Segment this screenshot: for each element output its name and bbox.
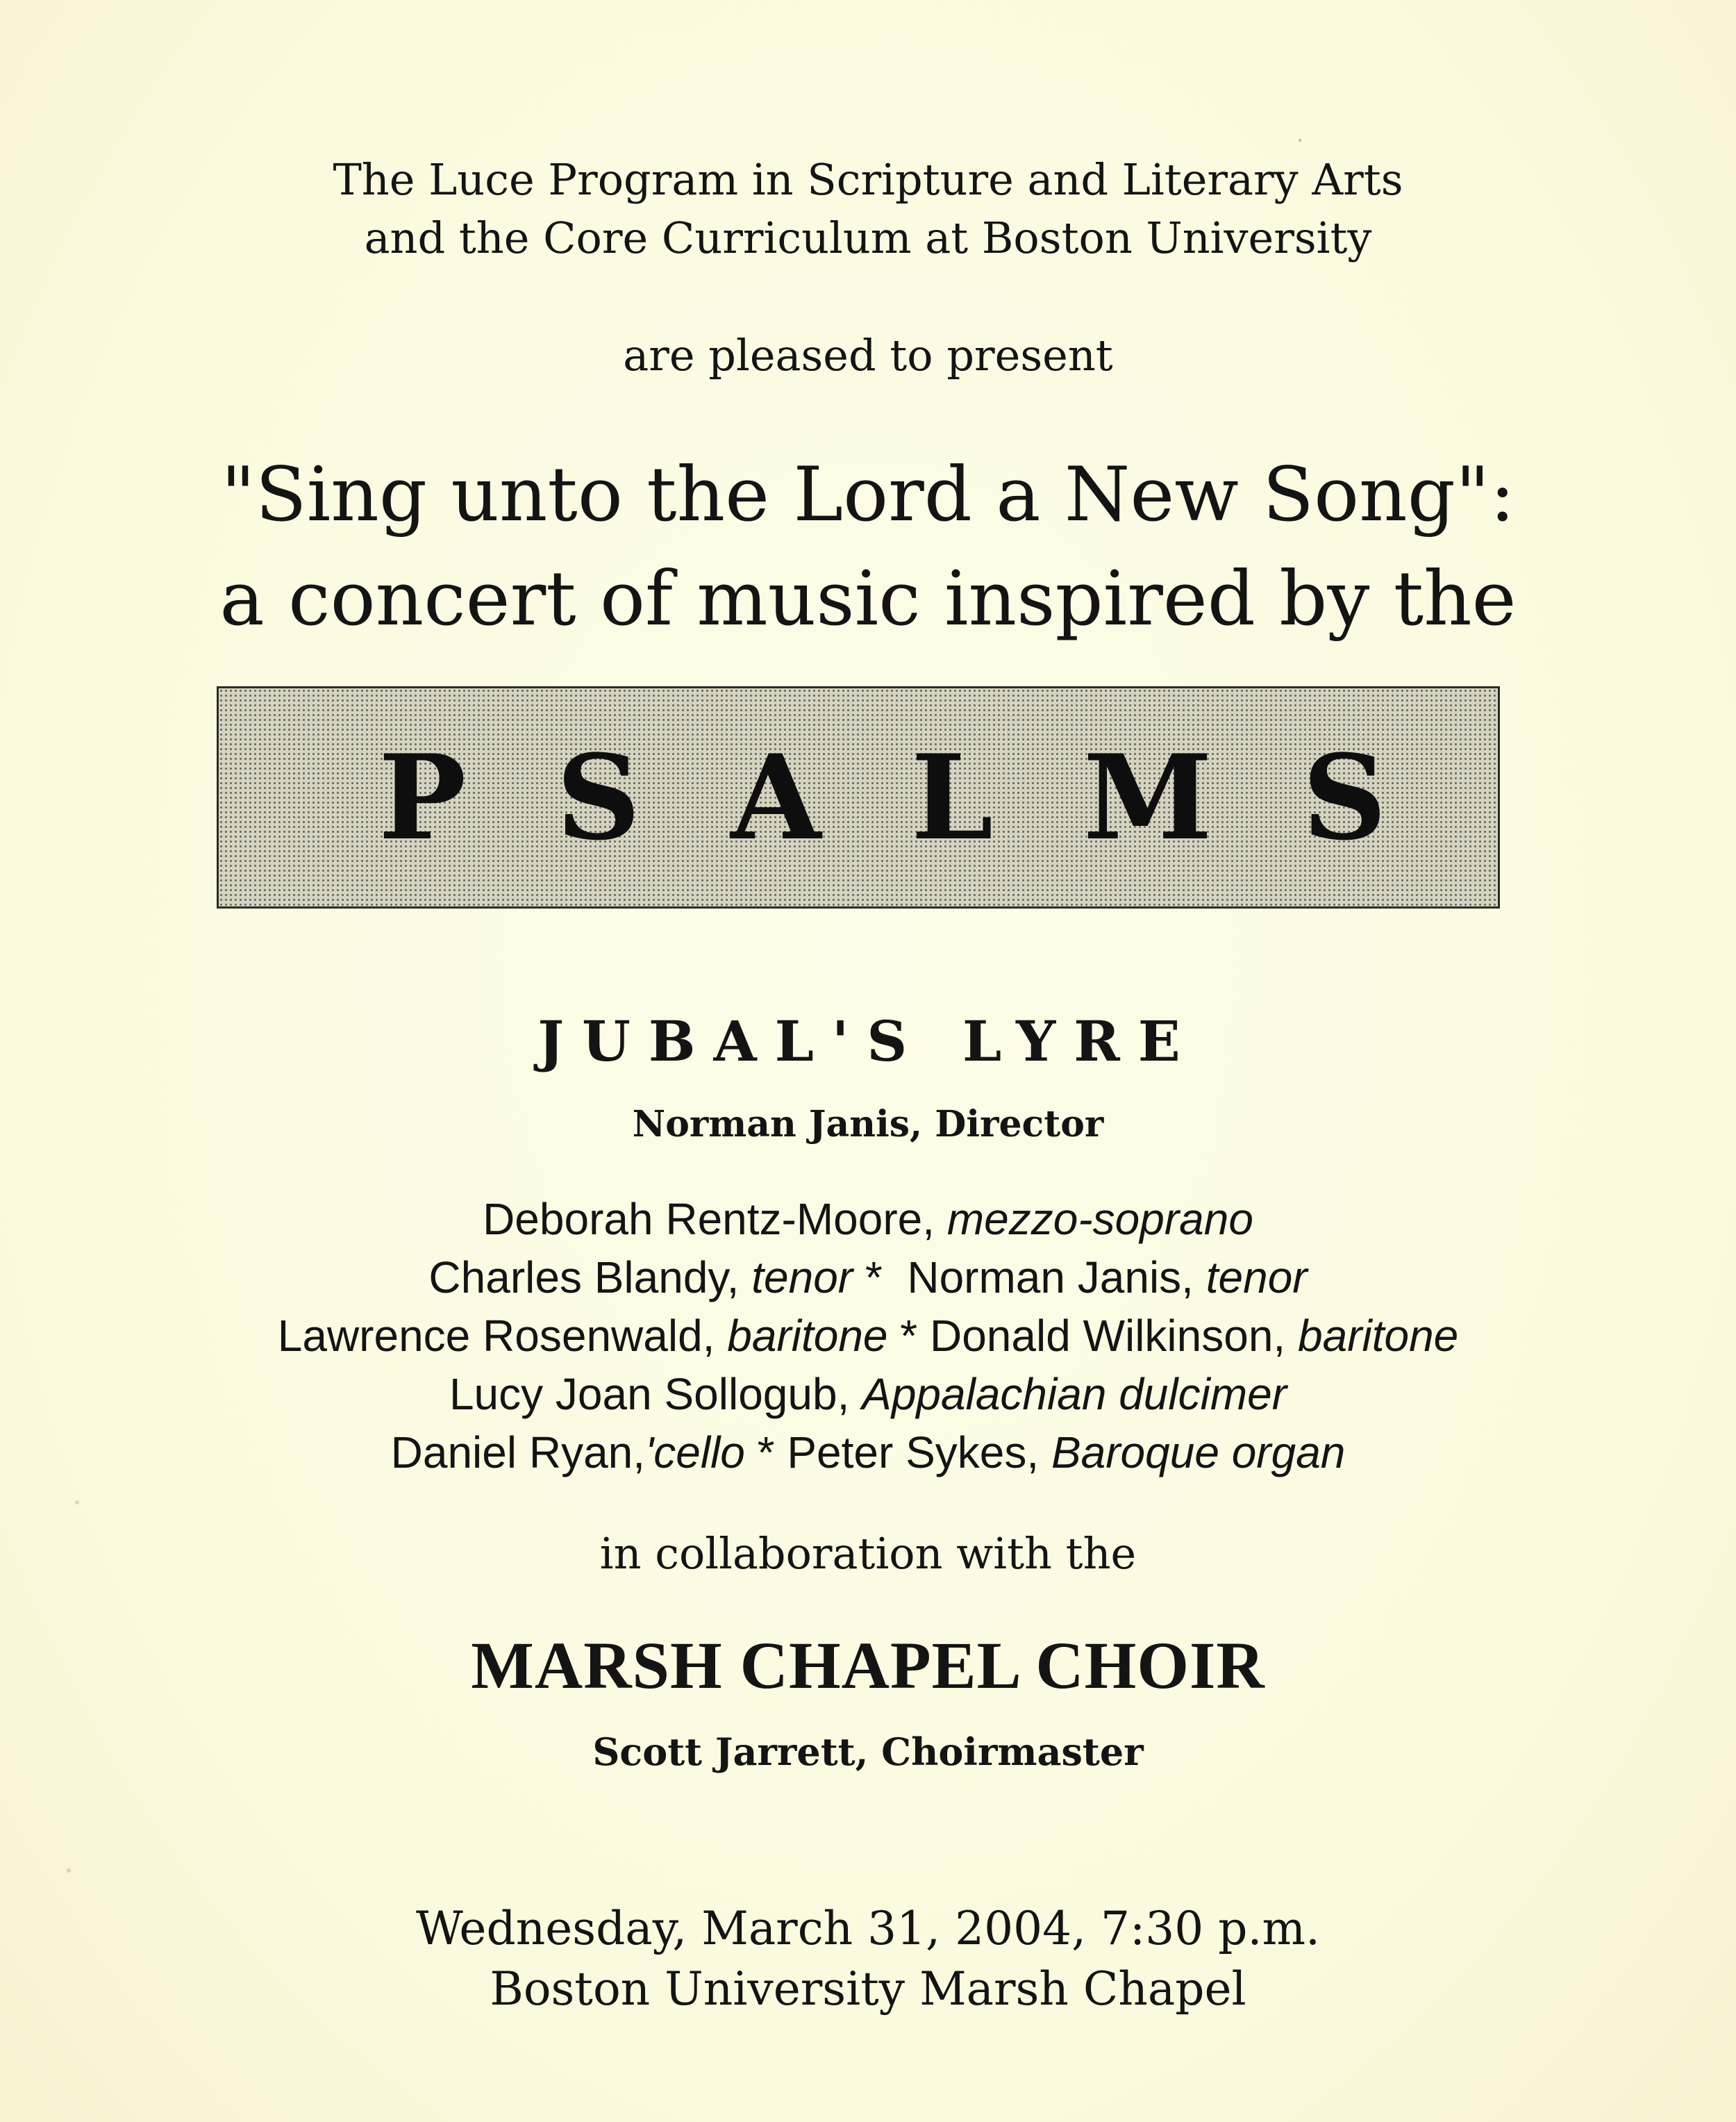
choirmaster: Scott Jarrett, Choirmaster: [592, 1730, 1144, 1774]
psalms-letter: A: [731, 729, 821, 866]
concert-title-line-2: a concert of music inspired by the: [219, 556, 1517, 643]
collaboration-text: in collaboration with the: [599, 1528, 1137, 1579]
performer-name: Donald Wilkinson,: [929, 1311, 1298, 1361]
intro-text: are pleased to present: [623, 330, 1113, 381]
performer-name: Norman Janis,: [907, 1252, 1206, 1302]
sponsor-line-2: and the Core Curriculum at Boston University: [364, 213, 1372, 263]
psalms-letter: L: [911, 729, 994, 866]
performer-role: baritone: [727, 1311, 888, 1361]
paper-speck: [67, 1868, 71, 1873]
performer-name: Charles Blandy,: [428, 1252, 752, 1302]
performer-role: Baroque organ: [1051, 1427, 1346, 1477]
performer-line: [0, 1310, 1736, 1361]
psalms-letter: M: [1083, 729, 1212, 866]
performer-name: Lucy Joan Sollogub,: [449, 1369, 862, 1419]
performer-role: tenor: [751, 1252, 853, 1302]
performer-separator: *: [887, 1311, 930, 1361]
psalms-banner: [217, 686, 1500, 909]
choir-name: MARSH CHAPEL CHOIR: [471, 1628, 1265, 1702]
performer-name: Lawrence Rosenwald,: [277, 1311, 728, 1361]
performer-separator: *: [853, 1252, 908, 1302]
performer-line: [0, 1193, 1736, 1245]
ensemble-director: Norman Janis, Director: [632, 1103, 1104, 1145]
psalms-letter: S: [556, 729, 641, 866]
paper-speck: [1299, 139, 1301, 142]
performer-name: Peter Sykes,: [787, 1427, 1051, 1477]
performer-role: Appalachian dulcimer: [862, 1369, 1287, 1419]
performer-separator: *: [744, 1427, 787, 1477]
performer-role: baritone: [1297, 1311, 1459, 1361]
concert-title-line-1: "Sing unto the Lord a New Song":: [221, 451, 1515, 538]
psalms-letter: P: [378, 729, 467, 866]
ensemble-name: JUBAL'S LYRE: [537, 1009, 1199, 1074]
performer-name: Deborah Rentz-Moore,: [483, 1194, 947, 1244]
performer-role: tenor: [1205, 1252, 1308, 1302]
psalms-letter: S: [1302, 729, 1387, 866]
performer-line: [0, 1427, 1736, 1478]
event-venue: Boston University Marsh Chapel: [490, 1962, 1246, 2016]
psalms-word: [219, 688, 1498, 906]
sponsor-line-1: The Luce Program in Scripture and Literary Arts: [333, 154, 1403, 205]
paper-speck: [75, 1500, 79, 1505]
performer-line: [0, 1368, 1736, 1420]
event-date: Wednesday, March 31, 2004, 7:30 p.m.: [415, 1902, 1321, 1955]
performer-role: 'cello: [645, 1427, 745, 1477]
performer-role: mezzo-soprano: [946, 1194, 1253, 1244]
performer-line: [0, 1252, 1736, 1303]
performer-name: Daniel Ryan,: [390, 1427, 646, 1477]
